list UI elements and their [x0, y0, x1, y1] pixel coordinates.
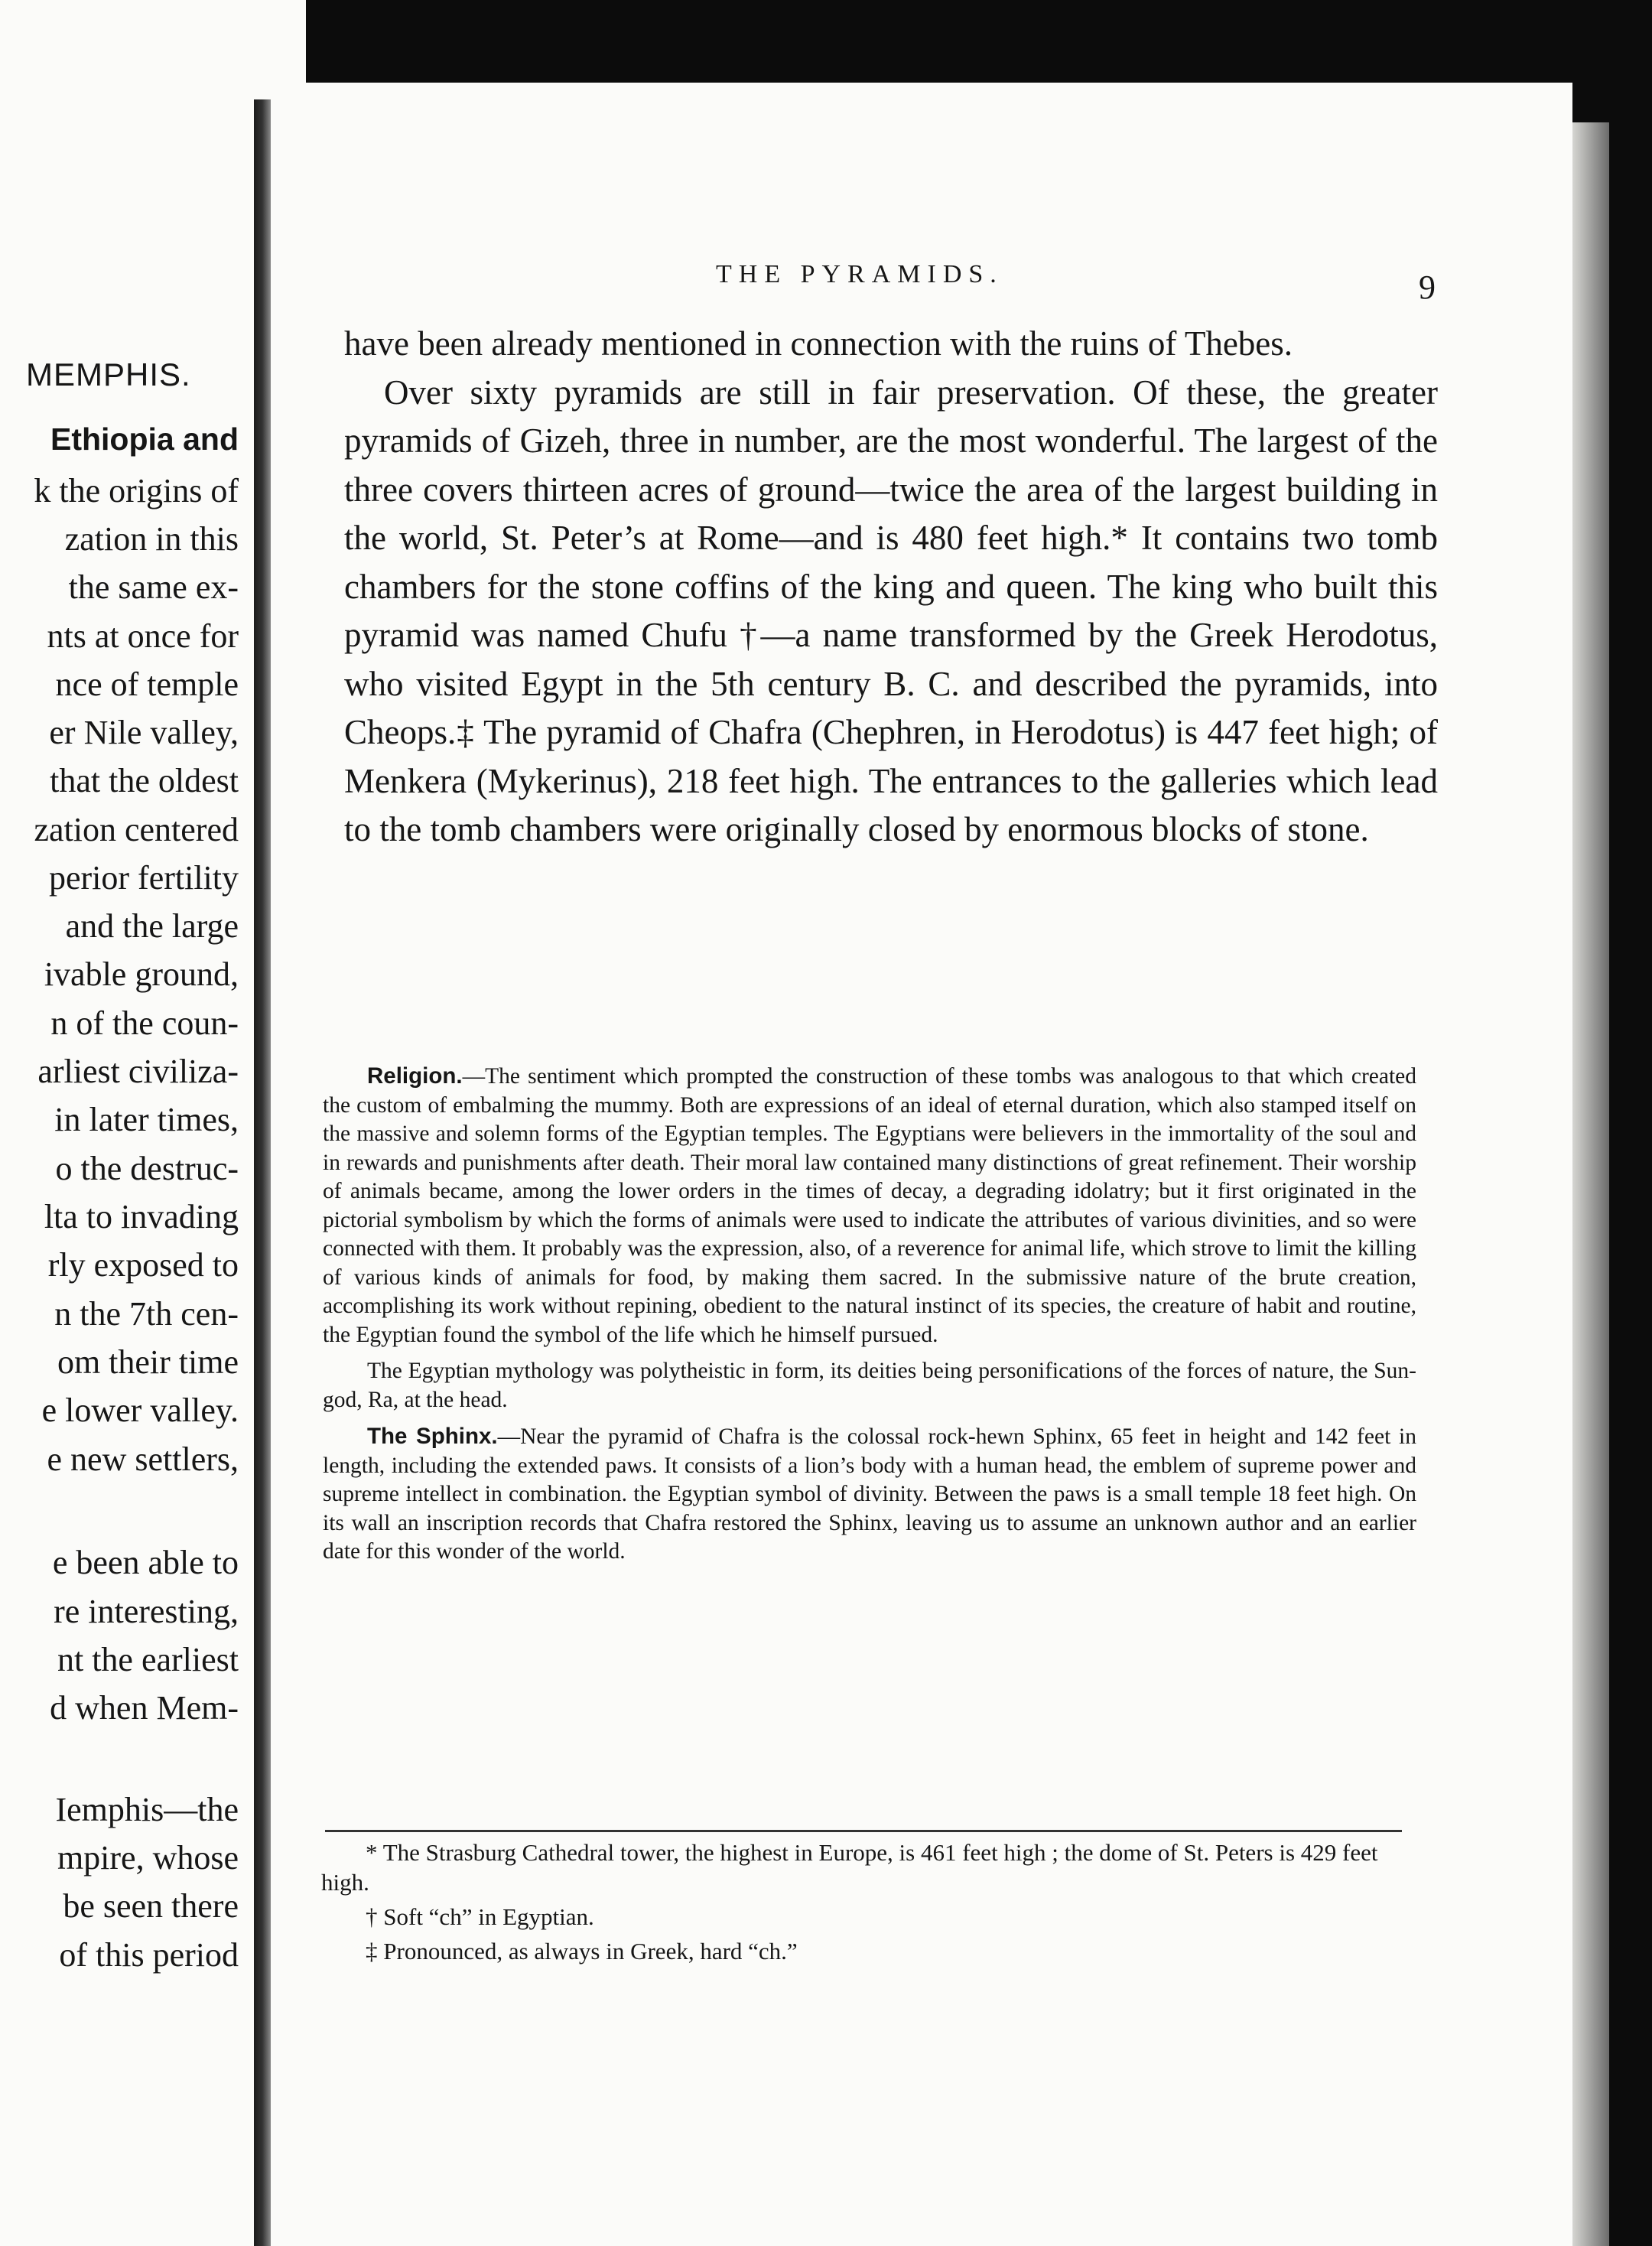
left-page-line: zation centered [34, 811, 239, 848]
page-edge-shadow [1572, 122, 1609, 2246]
left-page-line: arliest civiliza- [37, 1053, 239, 1090]
left-page-line: n of the coun- [50, 1004, 239, 1042]
left-page-line: re interesting, [54, 1593, 239, 1630]
left-page-line: rly exposed to [47, 1246, 239, 1284]
main-text [344, 320, 1438, 854]
left-page-line: lta to invading [44, 1198, 239, 1235]
left-page-line: in later times, [54, 1101, 239, 1138]
left-page-line: ivable ground, [44, 955, 239, 993]
left-page-line: e been able to [52, 1544, 239, 1581]
running-head: THE PYRAMIDS. [716, 260, 1003, 288]
left-page-line: d when Mem- [50, 1689, 239, 1727]
mythology-paragraph: The Egyptian mythology was polytheistic in form, its deities being personifications of the forces of nature, the Sun-god, Ra, at the head. [323, 1359, 1416, 1412]
sphinx-heading: The Sphinx. [367, 1424, 498, 1449]
religion-text: —The sentiment which prompted the construction of these tombs was analogous to that which created the custom of embalming the mummy. Both are expressions of an ideal of eternal duration, which also stamped itself on the massive and solemn forms of the Egyptian temples. The Egyptians were believers in the immortality of the soul and in rewards and punishments after death. Their moral law contained many distinctions of great refinement. Their worship of animals became, among the lower orders in the times of decay, a degrading idolatry; but it first originated in the pictorial symbolism by which the forms of animals were used to indicate the attributes of various divinities, and so were connected with them. It probably was the expression, also, of a reverence for animal life, which strove to limit the killing of various kinds of animals for food, by making them sacred. In the submissive nature of the brute creation, accomplishing its work without repining, obedient to the natural instinct of its species, the creature of habit and routine, the Egyptian found the symbol of the life which he himself pursued. [323, 1064, 1416, 1347]
left-page-line: e lower valley. [41, 1392, 239, 1429]
left-page-line: k the origins of [34, 472, 239, 509]
paragraph: have been already mentioned in connection with the ruins of Thebes. [344, 324, 1293, 363]
left-page-line: that the oldest [50, 762, 239, 799]
left-page-line: of this period [59, 1936, 239, 1974]
left-page-line: perior fertility [48, 859, 239, 897]
sphinx-paragraph [323, 1422, 1416, 1567]
footnote: * The Strasburg Cathedral tower, the highest in Europe, is 461 feet high ; the dome of St. Peters is 429 feet high. [321, 1839, 1378, 1896]
book-binding-gutter [254, 99, 271, 2246]
left-page-line: be seen there [63, 1887, 239, 1925]
left-page-line: and the large [65, 907, 239, 945]
left-page-heading: MEMPHIS. [26, 356, 191, 392]
left-page-line: nts at once for [47, 617, 239, 655]
left-page-line: om their time [57, 1343, 239, 1381]
left-page-line: nt the earliest [57, 1641, 239, 1678]
sphinx-text: —Near the pyramid of Chafra is the colossal rock-hewn Sphinx, 65 feet in height and 142 feet in length, including the extended paws. It consists of a lion’s body with a human head, the emblem of supreme power and supreme intellect in combination. the Egyptian symbol of divinity. Between the paws is a small temple 18 feet high. On its wall an inscription records that Chafra restored the Sphinx, leaving us to assume an unknown author and an earlier date for this wonder of the world. [323, 1424, 1416, 1564]
left-page-line: Ethiopia and [50, 422, 239, 457]
paragraph: Over sixty pyramids are still in fair preservation. Of these, the greater pyramids of Gizeh, three in number, are the most wonderful. The largest of the three covers thirteen acres of ground—twice the area of the largest building in the world, St. Peter’s at Rome—and is 480 feet high.* It contains two tomb chambers for the stone coffins of the king and queen. The king who built this pyramid was named Chufu †—a name transformed by the Greek Herodotus, who visited Egypt in the 5th century B. C. and described the pyramids, into Cheops.‡ The pyramid of Chafra (Chephren, in Herodotus) is 447 feet high; of Menkera (Mykerinus), 218 feet high. The entrances to the galleries which lead to the tomb chambers were originally closed by enormous blocks of stone. [344, 373, 1438, 848]
religion-paragraph [323, 1062, 1416, 1349]
footnote: † Soft “ch” in Egyptian. [366, 1903, 594, 1930]
left-page-line: er Nile valley, [49, 714, 239, 751]
footnote: ‡ Pronounced, as always in Greek, hard “ch.” [366, 1938, 798, 1964]
left-page-line: mpire, whose [57, 1839, 239, 1877]
footnote-divider [325, 1830, 1402, 1832]
left-page-line: zation in this [64, 520, 239, 558]
left-page-line: e new settlers, [47, 1440, 239, 1478]
small-print-section [323, 1062, 1416, 1574]
left-page-line: Iemphis—the [55, 1791, 239, 1828]
left-page-line: n the 7th cen- [54, 1295, 239, 1333]
page-number: 9 [1419, 269, 1436, 306]
left-page-line: o the destruc- [55, 1150, 239, 1187]
religion-heading: Religion. [367, 1063, 463, 1089]
footnotes [321, 1837, 1407, 1971]
left-page-line: nce of temple [55, 666, 239, 703]
left-page-line: the same ex- [68, 568, 239, 606]
